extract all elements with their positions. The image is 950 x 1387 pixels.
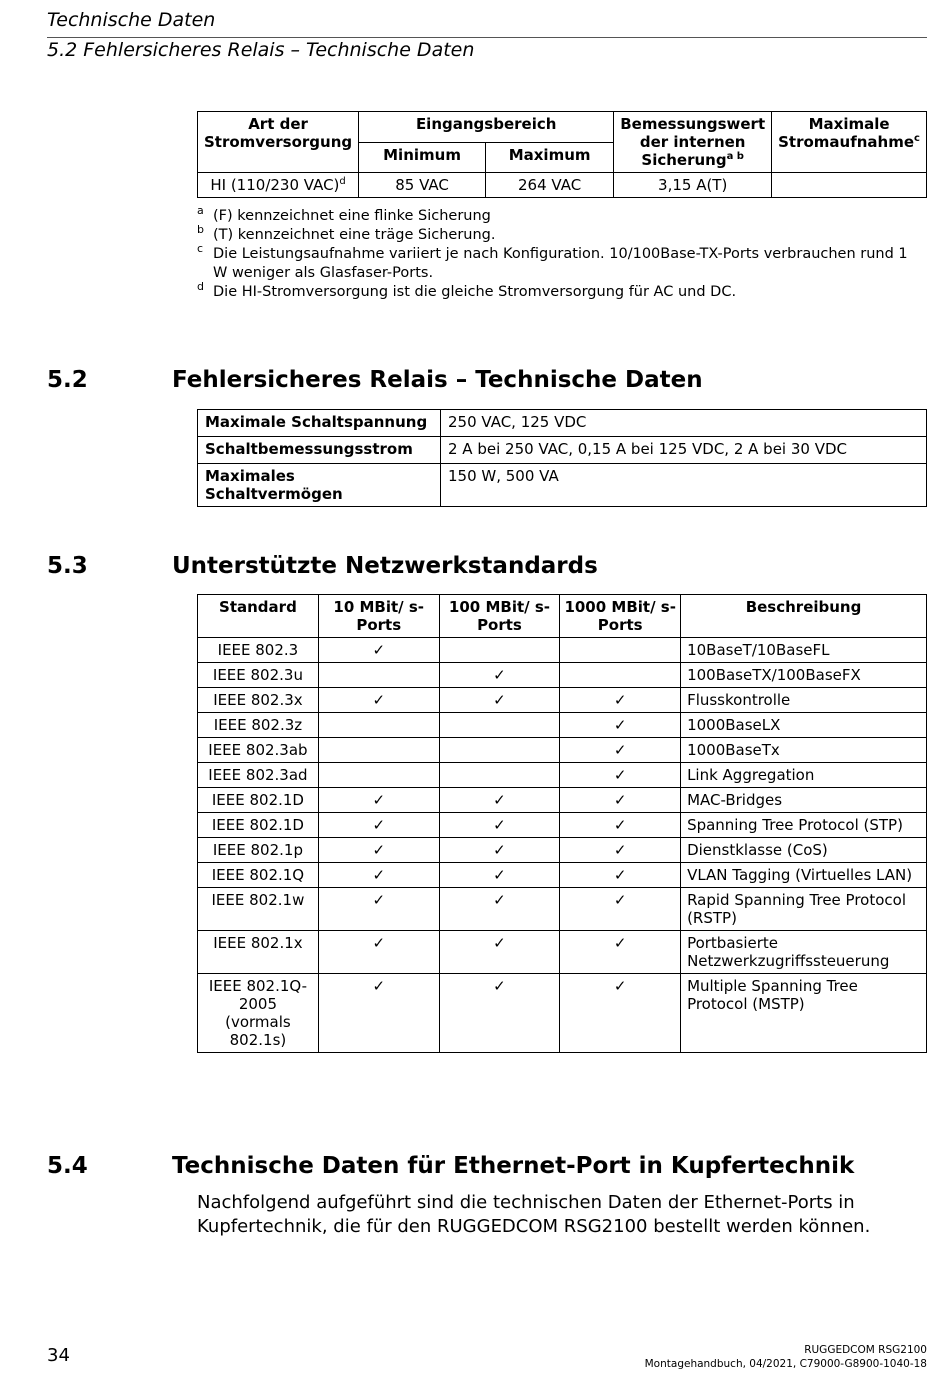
check-icon: ✓ bbox=[318, 863, 439, 888]
cell-description: Portbasierte Netzwerkzugriffssteuerung bbox=[681, 931, 927, 974]
section-title: Unterstützte Netzwerkstandards bbox=[172, 553, 598, 579]
section-number: 5.4 bbox=[47, 1153, 88, 1179]
cell-standard: IEEE 802.3ad bbox=[198, 763, 319, 788]
header-rule bbox=[47, 37, 927, 38]
check-icon: ✓ bbox=[318, 888, 439, 931]
table-row bbox=[198, 173, 927, 198]
check-icon: ✓ bbox=[318, 688, 439, 713]
check-icon: ✓ bbox=[560, 788, 681, 813]
check-icon: ✓ bbox=[318, 788, 439, 813]
cell-description: Link Aggregation bbox=[681, 763, 927, 788]
check-icon: ✓ bbox=[560, 974, 681, 1053]
cell-description: 1000BaseTx bbox=[681, 738, 927, 763]
table-row bbox=[198, 713, 927, 738]
body-paragraph: Nachfolgend aufgeführt sind die technischen Daten der Ethernet-Ports in Kupfertechnik, die für den RUGGEDCOM RSG2100 bestellt werden können. bbox=[197, 1192, 871, 1237]
cell-standard: IEEE 802.3x bbox=[198, 688, 319, 713]
col-header-max-consumption: Maximale Stromaufnahme$^c$ bbox=[772, 112, 927, 173]
check-icon: ✓ bbox=[560, 813, 681, 838]
col-header-minimum: Minimum bbox=[359, 142, 486, 173]
check-icon: ✓ bbox=[439, 788, 560, 813]
check-icon: ✓ bbox=[560, 763, 681, 788]
cell-standard: IEEE 802.3u bbox=[198, 663, 319, 688]
check-icon: ✓ bbox=[439, 931, 560, 974]
table-row bbox=[198, 763, 927, 788]
cell-max: 264 VAC bbox=[485, 173, 613, 198]
check-icon: ✓ bbox=[439, 838, 560, 863]
check-icon: ✓ bbox=[439, 688, 560, 713]
table-row bbox=[198, 688, 927, 713]
row-key: Maximale Schaltspannung bbox=[198, 410, 441, 437]
col-header-maximum: Maximum bbox=[485, 142, 613, 173]
cell-description: VLAN Tagging (Virtuelles LAN) bbox=[681, 863, 927, 888]
cell-empty bbox=[318, 763, 439, 788]
check-icon: ✓ bbox=[560, 863, 681, 888]
row-value: 250 VAC, 125 VDC bbox=[441, 410, 927, 437]
table-row bbox=[198, 738, 927, 763]
network-standards-table bbox=[197, 594, 927, 1053]
cell-empty bbox=[439, 713, 560, 738]
section-number: 5.3 bbox=[47, 553, 88, 579]
relay-table bbox=[197, 409, 927, 507]
cell-description: Spanning Tree Protocol (STP) bbox=[681, 813, 927, 838]
table-row bbox=[198, 788, 927, 813]
footnotes bbox=[197, 204, 917, 302]
cell-standard: IEEE 802.1Q-2005 (vormals 802.1s) bbox=[198, 974, 319, 1053]
cell-standard: IEEE 802.1p bbox=[198, 838, 319, 863]
check-icon: ✓ bbox=[318, 974, 439, 1053]
footer-info bbox=[645, 1343, 927, 1371]
cell-standard: IEEE 802.3 bbox=[198, 638, 319, 663]
cell-description: Rapid Spanning Tree Protocol (RSTP) bbox=[681, 888, 927, 931]
table-row bbox=[198, 663, 927, 688]
check-icon: ✓ bbox=[318, 813, 439, 838]
table-row bbox=[198, 638, 927, 663]
footer-doc: Montagehandbuch, 04/2021, C79000-G8900-1040-18 bbox=[644, 1358, 927, 1370]
check-icon: ✓ bbox=[318, 838, 439, 863]
check-icon: ✓ bbox=[439, 663, 560, 688]
col-header-type: Art der Stromversorgung bbox=[198, 112, 359, 173]
footnote: b (T) kennzeichnet eine träge Sicherung. bbox=[197, 223, 496, 243]
cell-description: Flusskontrolle bbox=[681, 688, 927, 713]
cell-empty bbox=[439, 763, 560, 788]
table-row bbox=[198, 974, 927, 1053]
check-icon: ✓ bbox=[318, 638, 439, 663]
cell-standard: IEEE 802.1D bbox=[198, 788, 319, 813]
check-icon: ✓ bbox=[560, 713, 681, 738]
check-icon: ✓ bbox=[560, 838, 681, 863]
col-header-description: Beschreibung bbox=[681, 595, 927, 638]
col-header-input-range: Eingangsbereich bbox=[359, 112, 614, 143]
table-row bbox=[198, 464, 927, 507]
footer-product: RUGGEDCOM RSG2100 bbox=[804, 1344, 927, 1356]
check-icon: ✓ bbox=[318, 931, 439, 974]
check-icon: ✓ bbox=[560, 888, 681, 931]
cell-consumption bbox=[772, 173, 927, 198]
section-title: Fehlersicheres Relais – Technische Daten bbox=[172, 367, 703, 393]
cell-standard: IEEE 802.1w bbox=[198, 888, 319, 931]
cell-fuse: 3,15 A(T) bbox=[614, 173, 772, 198]
footnote: c Die Leistungsaufnahme variiert je nach Konfiguration. 10/100Base-TX-Ports verbrauchen rund 1 W weniger als Glasfaser-Ports. bbox=[197, 242, 908, 281]
table-row bbox=[198, 410, 927, 437]
col-header-rated-fuse: Bemessungswert der internen Sicherung$^{a b}$ bbox=[614, 112, 772, 173]
row-key: Schaltbemessungsstrom bbox=[198, 437, 441, 464]
cell-standard: IEEE 802.1x bbox=[198, 931, 319, 974]
cell-empty bbox=[560, 663, 681, 688]
check-icon: ✓ bbox=[439, 813, 560, 838]
cell-standard: IEEE 802.1D bbox=[198, 813, 319, 838]
table-row bbox=[198, 888, 927, 931]
cell-description: 1000BaseLX bbox=[681, 713, 927, 738]
cell-standard: IEEE 802.1Q bbox=[198, 863, 319, 888]
cell-empty bbox=[560, 638, 681, 663]
cell-description: 10BaseT/10BaseFL bbox=[681, 638, 927, 663]
cell-min: 85 VAC bbox=[359, 173, 486, 198]
cell-type: HI (110/230 VAC)$^d$ bbox=[198, 173, 359, 198]
table-row bbox=[198, 813, 927, 838]
cell-empty bbox=[439, 738, 560, 763]
section-title: Technische Daten für Ethernet-Port in Kupfertechnik bbox=[172, 1153, 855, 1179]
section-number: 5.2 bbox=[47, 367, 88, 393]
check-icon: ✓ bbox=[560, 931, 681, 974]
page-number: 34 bbox=[47, 1345, 70, 1366]
col-header-standard: Standard bbox=[198, 595, 319, 638]
row-key: Maximales Schaltvermögen bbox=[198, 464, 441, 507]
running-header-section: 5.2 Fehlersicheres Relais – Technische Daten bbox=[47, 39, 475, 61]
cell-empty bbox=[318, 738, 439, 763]
cell-standard: IEEE 802.3ab bbox=[198, 738, 319, 763]
table-row bbox=[198, 838, 927, 863]
footnote: a (F) kennzeichnet eine flinke Sicherung bbox=[197, 204, 491, 224]
cell-description: Dienstklasse (CoS) bbox=[681, 838, 927, 863]
col-header-10mbit: 10 MBit/ s-Ports bbox=[318, 595, 439, 638]
cell-standard: IEEE 802.3z bbox=[198, 713, 319, 738]
col-header-100mbit: 100 MBit/ s-Ports bbox=[439, 595, 560, 638]
footnote: d Die HI-Stromversorgung ist die gleiche Stromversorgung für AC und DC. bbox=[197, 280, 737, 300]
running-header-chapter: Technische Daten bbox=[47, 9, 216, 31]
row-value: 2 A bei 250 VAC, 0,15 A bei 125 VDC, 2 A bei 30 VDC bbox=[441, 437, 927, 464]
col-header-1000mbit: 1000 MBit/ s-Ports bbox=[560, 595, 681, 638]
table-row bbox=[198, 863, 927, 888]
check-icon: ✓ bbox=[560, 738, 681, 763]
check-icon: ✓ bbox=[439, 974, 560, 1053]
table-row bbox=[198, 931, 927, 974]
cell-empty bbox=[439, 638, 560, 663]
table-row bbox=[198, 437, 927, 464]
cell-empty bbox=[318, 713, 439, 738]
cell-description: MAC-Bridges bbox=[681, 788, 927, 813]
power-supply-table bbox=[197, 111, 927, 198]
check-icon: ✓ bbox=[439, 888, 560, 931]
cell-description: 100BaseTX/100BaseFX bbox=[681, 663, 927, 688]
check-icon: ✓ bbox=[560, 688, 681, 713]
cell-empty bbox=[318, 663, 439, 688]
cell-description: Multiple Spanning Tree Protocol (MSTP) bbox=[681, 974, 927, 1053]
row-value: 150 W, 500 VA bbox=[441, 464, 927, 507]
check-icon: ✓ bbox=[439, 863, 560, 888]
